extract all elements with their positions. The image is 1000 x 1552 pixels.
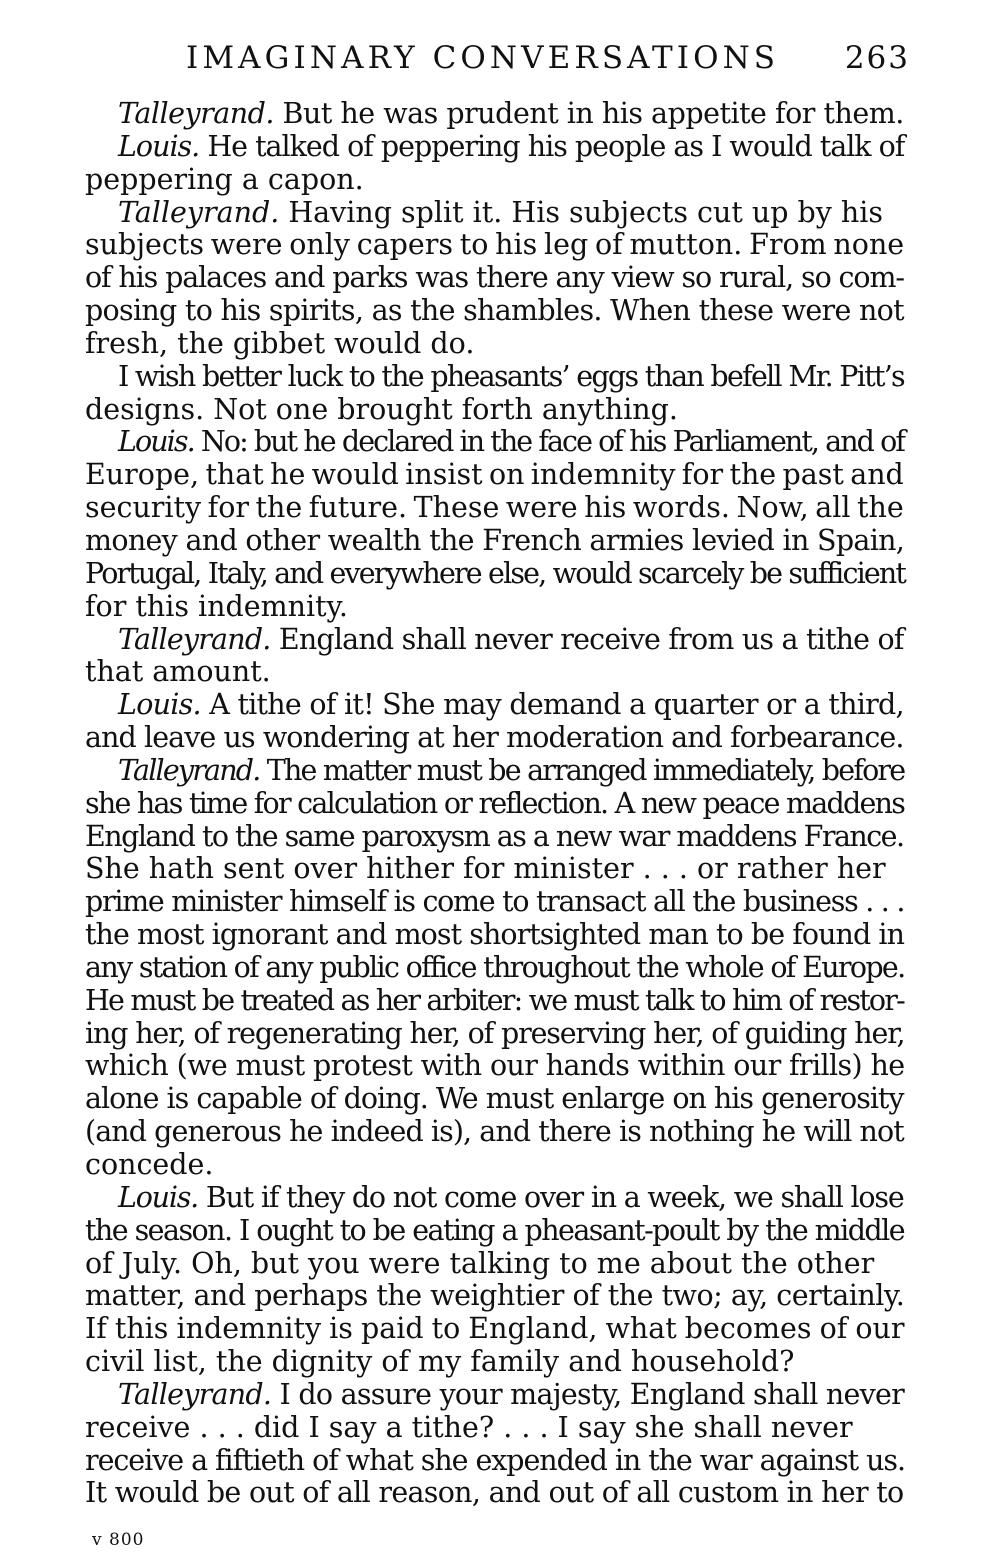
line-text: matter, and perhaps the weightier of the two; ay, certainly. bbox=[85, 1279, 905, 1313]
text-line bbox=[52, 164, 904, 197]
text-line bbox=[52, 558, 904, 591]
text-line bbox=[52, 919, 904, 952]
line-text: England shall never receive from us a tithe of bbox=[278, 622, 904, 656]
line-text: fresh, the gibbet would do. bbox=[85, 326, 475, 360]
line-text: for this indemnity. bbox=[85, 589, 348, 623]
text-line bbox=[52, 985, 904, 1018]
text-line bbox=[52, 131, 904, 164]
text-line bbox=[52, 1313, 904, 1346]
text-line bbox=[52, 689, 904, 722]
text-line bbox=[52, 624, 904, 657]
text-line bbox=[52, 591, 904, 624]
text-line bbox=[52, 1149, 904, 1182]
line-text: I wish better luck to the pheasants’ eggs than befell Mr. Pitt’s bbox=[118, 359, 904, 393]
line-text: But he was prudent in his appetite for them. bbox=[282, 97, 904, 130]
text-line bbox=[52, 1182, 904, 1215]
dialogue-paragraph bbox=[52, 361, 904, 427]
line-text: (and generous he indeed is), and there is nothing he will not bbox=[85, 1115, 904, 1149]
line-text: But if they do not come over in a week, we shall lose bbox=[205, 1180, 904, 1214]
dialogue-paragraph bbox=[52, 755, 904, 1182]
line-text: A tithe of it! She may demand a quarter or a third, bbox=[209, 688, 904, 722]
speaker-name: Louis. bbox=[118, 129, 200, 163]
text-line bbox=[52, 722, 904, 755]
line-text: peppering a capon. bbox=[85, 162, 364, 196]
line-text: that amount. bbox=[85, 655, 271, 689]
dialogue-paragraph bbox=[52, 1379, 904, 1510]
text-line bbox=[52, 1116, 904, 1149]
text-line bbox=[52, 98, 904, 131]
line-text: and leave us wondering at her moderation and forbearance. bbox=[85, 721, 904, 755]
dialogue-paragraph bbox=[52, 624, 904, 690]
speaker-name: Talleyrand. bbox=[118, 1377, 272, 1411]
text-line bbox=[52, 1412, 904, 1445]
line-text: concede. bbox=[85, 1148, 214, 1181]
line-text: posing to his spirits, as the shambles. When these were not bbox=[85, 294, 904, 328]
text-line bbox=[52, 1280, 904, 1313]
line-text: alone is capable of doing. We must enlarge on his generosity bbox=[85, 1082, 904, 1116]
text-line bbox=[52, 656, 904, 689]
speaker-name: Talleyrand. bbox=[118, 97, 274, 130]
line-text: He talked of peppering his people as I would talk of bbox=[207, 129, 905, 163]
text-line bbox=[52, 853, 904, 886]
line-text: I do assure your majesty, England shall never bbox=[279, 1377, 905, 1411]
line-text: she has time for calculation or reflection. A new peace maddens bbox=[85, 786, 905, 820]
line-text: The matter must be arranged immediately, before bbox=[266, 753, 905, 787]
line-text: receive . . . did I say a tithe? . . . I say she shall never bbox=[85, 1410, 853, 1444]
text-line bbox=[52, 1346, 904, 1379]
line-text: civil list, the dignity of my family and household? bbox=[85, 1345, 795, 1379]
page-number: 263 bbox=[844, 40, 910, 76]
speaker-name: Talleyrand. bbox=[118, 753, 260, 787]
line-text: designs. Not one brought forth anything. bbox=[85, 392, 678, 426]
text-line bbox=[52, 459, 904, 492]
text-line bbox=[52, 492, 904, 525]
line-text: England to the same paroxysm as a new war maddens France. bbox=[85, 819, 904, 853]
text-line bbox=[52, 755, 904, 788]
text-line bbox=[52, 1018, 904, 1051]
text-line bbox=[52, 295, 904, 328]
line-text: Portugal, Italy, and everywhere else, would scarcely be sufficient bbox=[85, 556, 906, 590]
line-text: Europe, that he would insist on indemnity for the past and bbox=[85, 458, 904, 492]
text-line bbox=[52, 1248, 904, 1281]
dialogue-paragraph bbox=[52, 98, 904, 131]
line-text: prime minister himself is come to transact all the business . . . bbox=[85, 885, 905, 919]
text-line bbox=[52, 229, 904, 262]
running-title: IMAGINARY CONVERSATIONS bbox=[186, 40, 780, 76]
speaker-name: Louis. bbox=[118, 425, 194, 459]
speaker-name: Louis. bbox=[118, 688, 201, 722]
line-text: No: but he declared in the face of his Parliament, and of bbox=[200, 425, 904, 459]
text-line bbox=[52, 1477, 904, 1510]
line-text: the most ignorant and most shortsighted man to be found in bbox=[85, 918, 905, 952]
text-line bbox=[52, 525, 904, 558]
text-line bbox=[52, 788, 904, 821]
running-header bbox=[180, 40, 910, 84]
line-text: any station of any public office throughout the whole of Europe. bbox=[85, 950, 905, 984]
line-text: of his palaces and parks was there any view so rural, so com- bbox=[85, 261, 904, 295]
text-line bbox=[52, 1215, 904, 1248]
line-text: which (we must protest with our hands within our frills) he bbox=[85, 1049, 905, 1083]
dialogue-paragraph bbox=[52, 1182, 904, 1379]
line-text: the season. I ought to be eating a pheasant-poult by the middle bbox=[85, 1213, 905, 1247]
dialogue-paragraph bbox=[52, 197, 904, 361]
text-line bbox=[52, 821, 904, 854]
line-text: If this indemnity is paid to England, what becomes of our bbox=[85, 1312, 905, 1346]
line-text: security for the future. These were his words. Now, all the bbox=[85, 491, 904, 525]
line-text: receive a fiftieth of what she expended in the war against us. bbox=[85, 1443, 905, 1477]
line-text: of July. Oh, but you were talking to me about the other bbox=[85, 1246, 875, 1280]
text-line bbox=[52, 262, 904, 295]
line-text: subjects were only capers to his leg of mutton. From none bbox=[85, 228, 905, 262]
text-line bbox=[52, 328, 904, 361]
text-line bbox=[52, 426, 904, 459]
line-text: Having split it. His subjects cut up by his bbox=[288, 195, 884, 229]
text-line bbox=[52, 952, 904, 985]
text-line bbox=[52, 197, 904, 230]
line-text: It would be out of all reason, and out of all custom in her to bbox=[85, 1476, 904, 1510]
speaker-name: Talleyrand. bbox=[118, 195, 280, 229]
signature-mark: v 800 bbox=[92, 1530, 145, 1550]
speaker-name: Louis. bbox=[118, 1180, 199, 1214]
dialogue-paragraph bbox=[52, 131, 904, 197]
text-line bbox=[52, 886, 904, 919]
line-text: She hath sent over hither for minister . . . or rather her bbox=[85, 852, 886, 886]
text-line bbox=[52, 394, 904, 427]
dialogue-paragraph bbox=[52, 426, 904, 623]
text-line bbox=[52, 361, 904, 394]
speaker-name: Talleyrand. bbox=[118, 622, 271, 656]
text-line bbox=[52, 1445, 904, 1478]
line-text: money and other wealth the French armies levied in Spain, bbox=[85, 523, 905, 557]
text-line bbox=[52, 1083, 904, 1116]
dialogue-paragraph bbox=[52, 689, 904, 755]
line-text: He must be treated as her arbiter: we must talk to him of restor- bbox=[85, 983, 904, 1017]
text-line bbox=[52, 1379, 904, 1412]
body-text bbox=[52, 98, 904, 1510]
text-line bbox=[52, 1050, 904, 1083]
line-text: ing her, of regenerating her, of preserving her, of guiding her, bbox=[85, 1016, 905, 1050]
